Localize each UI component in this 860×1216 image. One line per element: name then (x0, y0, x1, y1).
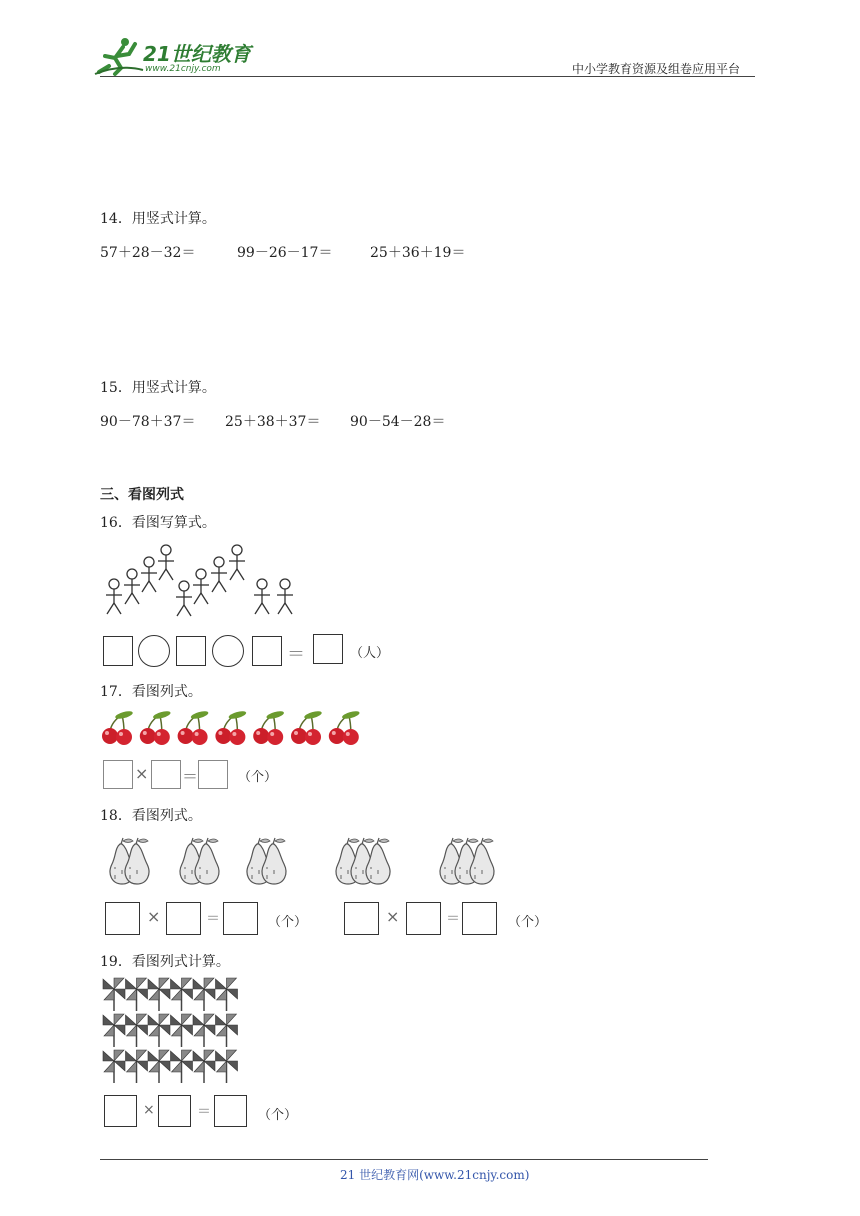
q15-expr-1: 90－78＋37＝ (100, 414, 196, 430)
q19-title: 19．看图列式计算。 (100, 954, 230, 970)
pear-icon (125, 838, 149, 884)
q18-a-answer-box-2[interactable] (166, 902, 201, 935)
pear-icon (366, 838, 390, 884)
q19-equals: ＝ (197, 1104, 211, 1120)
pinwheel-icon (171, 978, 193, 1011)
pears-picture (100, 838, 530, 888)
stick-figure-icon (254, 579, 270, 614)
pinwheel-icon (216, 1014, 238, 1047)
pinwheel-icon (148, 1050, 170, 1083)
pear-icon (195, 838, 219, 884)
pinwheel-icon (126, 978, 148, 1011)
q19-answer-box-2[interactable] (158, 1095, 191, 1127)
q18-a-unit: （个） (268, 915, 308, 930)
q16-answer-box-2[interactable] (176, 636, 206, 666)
stick-figure-icon (176, 581, 192, 616)
cherry-icon (253, 710, 284, 745)
stick-figures-picture (100, 542, 300, 620)
q16-equals: ＝ (287, 644, 305, 665)
q16-answer-box-1[interactable] (103, 636, 133, 666)
q14-expr-1: 57＋28－32＝ (100, 245, 196, 261)
cherry-icon (178, 710, 209, 745)
logo-url: www.21cnjy.com (145, 64, 221, 74)
q17-answer-box-result[interactable] (198, 760, 228, 789)
stick-figure-icon (158, 545, 174, 580)
q16-title: 16．看图写算式。 (100, 515, 216, 531)
q17-times: × (135, 764, 149, 783)
pinwheel-icon (193, 1014, 215, 1047)
q15-title: 15．用竖式计算。 (100, 380, 216, 396)
cherry-icon (140, 710, 171, 745)
q17-answer-box-2[interactable] (151, 760, 181, 789)
cherry-icon (102, 710, 133, 745)
q15-expr-3: 90－54－28＝ (350, 414, 446, 430)
stick-figure-icon (229, 545, 245, 580)
section3-title: 三、看图列式 (100, 487, 184, 503)
footer-divider (100, 1159, 708, 1160)
q16-answer-box-result[interactable] (313, 634, 343, 664)
pinwheel-icon (126, 1050, 148, 1083)
q17-title: 17．看图列式。 (100, 684, 202, 700)
q19-unit: （个） (258, 1108, 298, 1123)
q18-a-answer-box-result[interactable] (223, 902, 258, 935)
cherry-icon (215, 710, 246, 745)
q14-title: 14．用竖式计算。 (100, 211, 216, 227)
header-divider (100, 76, 755, 77)
pinwheel-icon (193, 978, 215, 1011)
stick-figure-icon (277, 579, 293, 614)
pinwheel-icon (148, 1014, 170, 1047)
cherries-picture (100, 711, 370, 747)
q17-answer-box-1[interactable] (103, 760, 133, 789)
q16-unit: （人） (350, 646, 390, 661)
pinwheel-icon (216, 1050, 238, 1083)
pinwheel-icon (103, 1014, 125, 1047)
pinwheel-icon (103, 978, 125, 1011)
pinwheels-picture (100, 975, 245, 1085)
stick-figure-icon (124, 569, 140, 604)
pinwheel-icon (171, 1050, 193, 1083)
q14-expr-2: 99－26－17＝ (237, 245, 333, 261)
stick-figure-icon (106, 579, 122, 614)
q19-answer-box-result[interactable] (214, 1095, 247, 1127)
header-logo (95, 36, 260, 78)
q18-a-equals: ＝ (206, 911, 220, 927)
stick-figure-icon (211, 557, 227, 592)
q18-b-times: × (386, 907, 400, 926)
pear-icon (262, 838, 286, 884)
logo-text: 21世纪教育 (143, 42, 251, 66)
q19-times: × (143, 1102, 155, 1118)
q16-operator-circle-1[interactable] (138, 635, 170, 667)
cherry-icon (291, 710, 322, 745)
q18-title: 18．看图列式。 (100, 808, 202, 824)
pinwheel-icon (148, 978, 170, 1011)
pinwheel-icon (193, 1050, 215, 1083)
q18-b-equals: ＝ (446, 911, 460, 927)
q16-operator-circle-2[interactable] (212, 635, 244, 667)
stick-figure-icon (141, 557, 157, 592)
q15-expr-2: 25＋38＋37＝ (225, 414, 321, 430)
q18-b-answer-box-2[interactable] (406, 902, 441, 935)
cherry-icon (329, 710, 360, 745)
pinwheel-icon (171, 1014, 193, 1047)
pear-icon (470, 838, 494, 884)
q16-answer-box-3[interactable] (252, 636, 282, 666)
runner-logo-icon (95, 36, 145, 76)
q18-b-answer-box-result[interactable] (462, 902, 497, 935)
pinwheel-icon (216, 978, 238, 1011)
q19-answer-box-1[interactable] (104, 1095, 137, 1127)
footer-text: 21 世纪教育网(www.21cnjy.com) (340, 1168, 530, 1182)
stick-figure-icon (193, 569, 209, 604)
q18-a-times: × (147, 907, 161, 926)
q17-equals: ＝ (182, 767, 199, 786)
pinwheel-icon (103, 1050, 125, 1083)
q14-expr-3: 25＋36＋19＝ (370, 245, 466, 261)
platform-label: 中小学教育资源及组卷应用平台 (572, 62, 741, 76)
pinwheel-icon (126, 1014, 148, 1047)
q17-unit: （个） (238, 770, 278, 785)
q18-b-answer-box-1[interactable] (344, 902, 379, 935)
q18-b-unit: （个） (508, 915, 548, 930)
q18-a-answer-box-1[interactable] (105, 902, 140, 935)
